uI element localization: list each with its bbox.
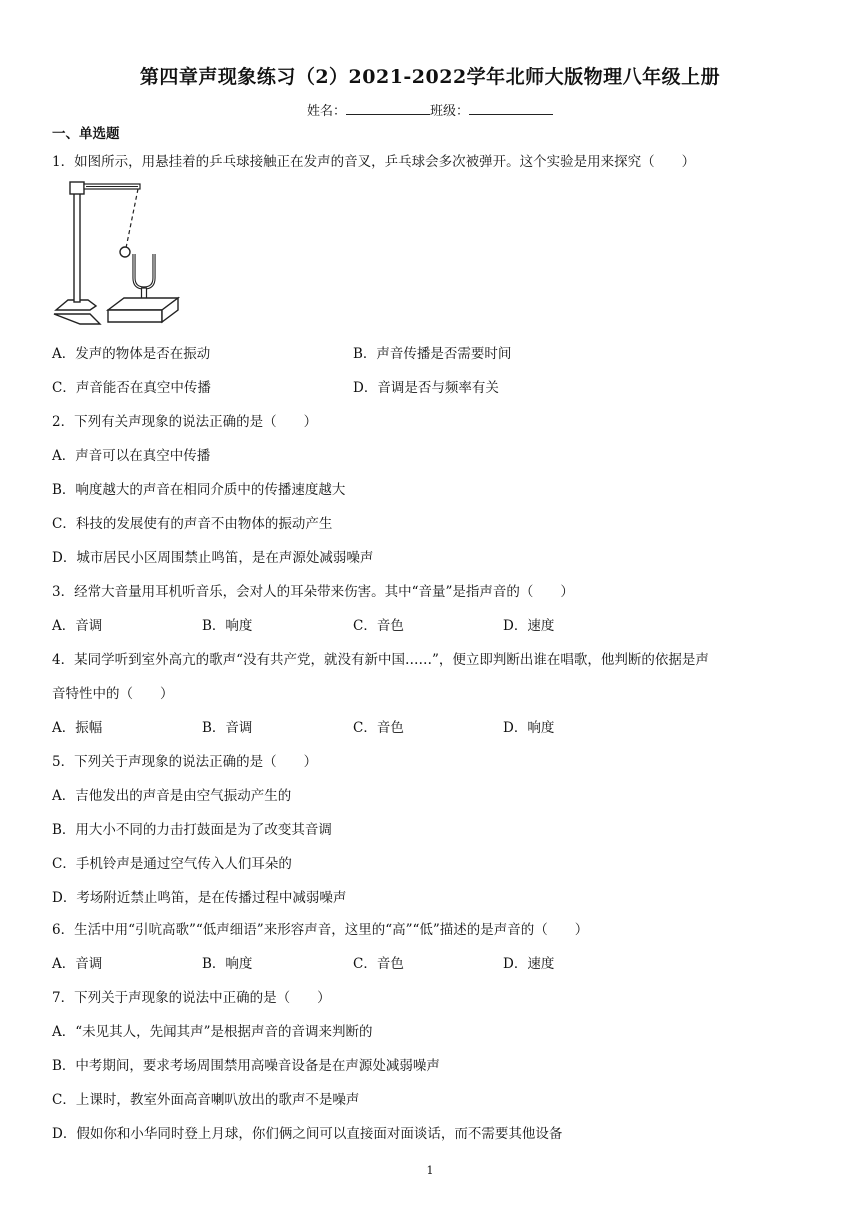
question-4-stem-line-2: 音特性中的（ ）	[52, 686, 174, 702]
question-5-option-c[interactable]: C．手机铃声是通过空气传入人们耳朵的	[52, 856, 292, 872]
question-6-stem: 6．生活中用“引吭高歌”“低声细语”来形容声音，这里的“高”“低”描述的是声音的（ ）	[52, 922, 589, 938]
question-3-option-b[interactable]: B．响度	[202, 618, 253, 634]
question-7-option-d[interactable]: D．假如你和小华同时登上月球，你们俩之间可以直接面对面谈话，而不需要其他设备	[52, 1126, 563, 1142]
question-6-option-a[interactable]: A．音调	[52, 956, 103, 972]
question-3-option-d[interactable]: D．速度	[503, 618, 555, 634]
question-2-option-a[interactable]: A．声音可以在真空中传播	[52, 448, 211, 464]
question-4-stem-line-1: 4．某同学听到室外高亢的歌声“没有共产党，就没有新中国……”，便立即判断出谁在唱歌，他判断的依据是声	[52, 652, 709, 668]
question-7-stem: 7．下列关于声现象的说法中正确的是（ ）	[52, 990, 331, 1006]
section-heading: 一、单选题	[52, 126, 120, 142]
question-7-option-a[interactable]: A．“未见其人，先闻其声”是根据声音的音调来判断的	[52, 1024, 373, 1040]
name-label: 姓名：	[306, 104, 346, 119]
question-4-option-c[interactable]: C．音色	[353, 720, 404, 736]
question-6-option-d[interactable]: D．速度	[503, 956, 555, 972]
page-number: 1	[426, 1164, 434, 1177]
tuning-fork-diagram	[50, 178, 190, 328]
question-7-option-c[interactable]: C．上课时，教室外面高音喇叭放出的歌声不是噪声	[52, 1092, 360, 1108]
question-2-stem: 2．下列有关声现象的说法正确的是（ ）	[52, 414, 318, 430]
question-1-stem: 1．如图所示，用悬挂着的乒乓球接触正在发声的音叉，乒乓球会多次被弹开。这个实验是用来探究（ ）	[52, 154, 696, 170]
question-3-option-c[interactable]: C．音色	[353, 618, 404, 634]
question-6-option-b[interactable]: B．响度	[202, 956, 253, 972]
question-2-option-c[interactable]: C．科技的发展使有的声音不由物体的振动产生	[52, 516, 333, 532]
question-2-option-d[interactable]: D．城市居民小区周围禁止鸣笛，是在声源处减弱噪声	[52, 550, 374, 566]
question-4-option-b[interactable]: B．音调	[202, 720, 253, 736]
class-blank	[469, 102, 553, 115]
question-1-option-b[interactable]: B．声音传播是否需要时间	[353, 346, 512, 362]
question-5-option-a[interactable]: A．吉他发出的声音是由空气振动产生的	[52, 788, 292, 804]
page-title: 第四章声现象练习（2）2021-2022学年北师大版物理八年级上册	[139, 66, 721, 88]
question-7-option-b[interactable]: B．中考期间，要求考场周围禁用高噪音设备是在声源处减弱噪声	[52, 1058, 440, 1074]
question-4-option-d[interactable]: D．响度	[503, 720, 555, 736]
question-1-option-a[interactable]: A．发声的物体是否在振动	[52, 346, 211, 362]
question-1-option-d[interactable]: D．音调是否与频率有关	[353, 380, 499, 396]
question-6-option-c[interactable]: C．音色	[353, 956, 404, 972]
question-5-option-d[interactable]: D．考场附近禁止鸣笛，是在传播过程中减弱噪声	[52, 890, 347, 906]
question-2-option-b[interactable]: B．响度越大的声音在相同介质中的传播速度越大	[52, 482, 346, 498]
question-5-option-b[interactable]: B．用大小不同的力击打鼓面是为了改变其音调	[52, 822, 332, 838]
tuning-fork-figure	[50, 178, 190, 328]
question-3-stem: 3．经常大音量用耳机听音乐，会对人的耳朵带来伤害。其中“音量”是指声音的（ ）	[52, 584, 574, 600]
question-1-option-c[interactable]: C．声音能否在真空中传播	[52, 380, 211, 396]
class-label: 班级：	[430, 104, 470, 119]
question-4-option-a[interactable]: A．振幅	[52, 720, 103, 736]
question-3-option-a[interactable]: A．音调	[52, 618, 103, 634]
question-5-stem: 5．下列关于声现象的说法正确的是（ ）	[52, 754, 318, 770]
name-class-line	[0, 100, 860, 119]
name-blank	[346, 102, 430, 115]
